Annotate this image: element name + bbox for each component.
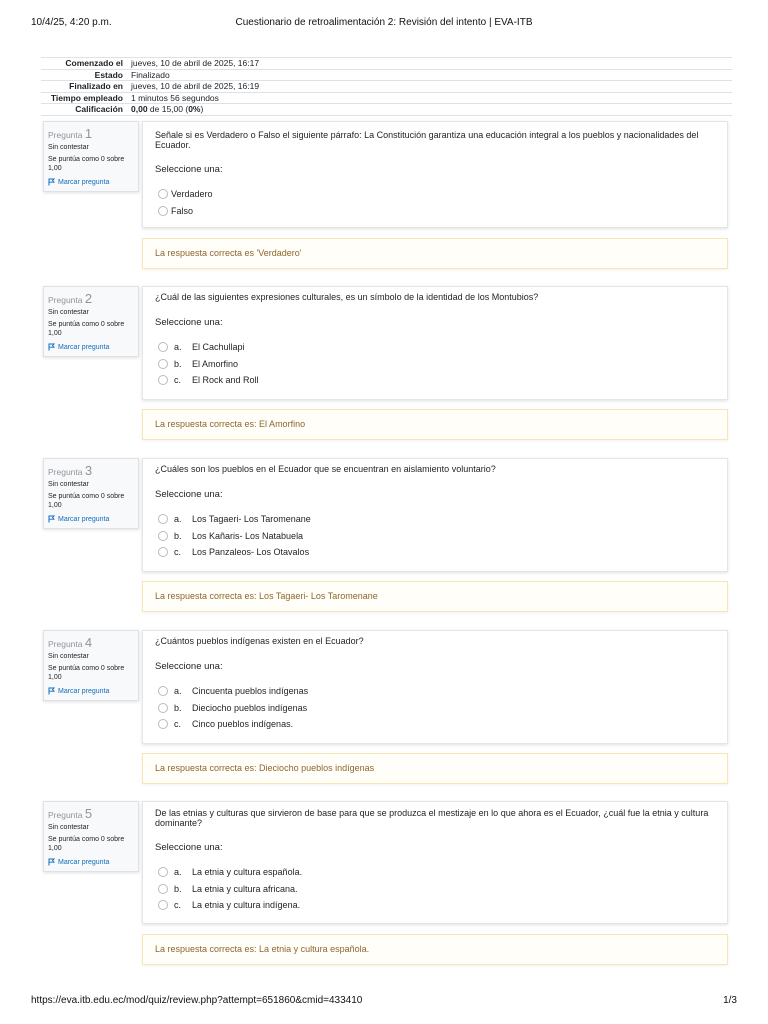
answer-list [155, 683, 717, 733]
question-info [43, 286, 139, 357]
flag-question-link[interactable] [48, 515, 134, 523]
correct-answer-feedback [142, 753, 728, 784]
select-one-prompt: Seleccione una: [155, 661, 223, 672]
summary-row [41, 58, 732, 70]
question-content [142, 630, 728, 744]
question-number: Pregunta 3 [48, 463, 93, 478]
answer-text: Los Tagaeri- Los Taromenane [192, 514, 311, 525]
question-text: ¿Cuál de las siguientes expresiones culturales, es un símbolo de la identidad de los Montubios? [155, 292, 539, 302]
answer-option[interactable] [155, 372, 717, 389]
answer-letter: b. [174, 883, 182, 894]
flag-icon [48, 858, 55, 866]
correct-answer-feedback [142, 934, 728, 965]
flag-question-label: Marcar pregunta [58, 343, 110, 351]
flag-icon [48, 178, 55, 186]
answer-option[interactable] [155, 700, 717, 717]
answer-text: Dieciocho pueblos indígenas [192, 702, 308, 713]
answer-letter: c. [174, 375, 182, 386]
answer-radio[interactable] [158, 342, 168, 352]
summary-label: Calificación [41, 104, 127, 116]
feedback-text: La respuesta correcta es: La etnia y cultura española. [155, 944, 370, 954]
print-datetime: 10/4/25, 4:20 p.m. [31, 17, 112, 28]
answer-letter: a. [174, 686, 182, 697]
question-number: Pregunta 5 [48, 806, 93, 821]
select-one-prompt: Seleccione una: [155, 842, 223, 853]
print-page-title: Cuestionario de retroalimentación 2: Revisión del intento | EVA-ITB [235, 17, 533, 28]
answer-option[interactable] [155, 716, 717, 733]
select-one-prompt: Seleccione una: [155, 317, 223, 328]
flag-question-label: Marcar pregunta [58, 515, 110, 523]
question-text: Señale si es Verdadero o Falso el siguiente párrafo: La Constitución garantiza una educación integral a los pueblos y nacionalidades del Ecuador. [155, 130, 699, 150]
summary-value: jueves, 10 de abril de 2025, 16:17 [127, 58, 732, 70]
answer-radio[interactable] [158, 719, 168, 729]
answer-option[interactable] [155, 864, 717, 881]
answer-option[interactable] [155, 897, 717, 914]
question-state: Sin contestar [48, 309, 89, 316]
answer-radio[interactable] [158, 884, 168, 894]
answer-option[interactable] [155, 544, 717, 561]
feedback-text: La respuesta correcta es: El Amorfino [155, 419, 306, 429]
summary-row [41, 69, 732, 81]
flag-question-label: Marcar pregunta [58, 858, 110, 866]
answer-letter: c. [174, 719, 182, 730]
answer-text: El Cachullapi [192, 342, 245, 353]
question-number: Pregunta 2 [48, 291, 93, 306]
summary-value: jueves, 10 de abril de 2025, 16:19 [127, 81, 732, 93]
question-text: De las etnias y culturas que sirvieron de base para que se produzca el mestizaje en lo que ahora es el Ecuador, ¿cuál fue la etnia y cultura dominante? [155, 808, 709, 828]
answer-list [155, 339, 717, 389]
correct-answer-feedback [142, 238, 728, 269]
answer-radio[interactable] [158, 189, 168, 199]
flag-icon [48, 515, 55, 523]
answer-option[interactable] [155, 356, 717, 373]
feedback-text: La respuesta correcta es: Dieciocho pueblos indígenas [155, 763, 375, 773]
answer-text: Los Kañaris- Los Natabuela [192, 530, 304, 541]
answer-letter: a. [174, 867, 182, 878]
answer-text: Los Panzaleos- Los Otavalos [192, 547, 310, 558]
question-state: Sin contestar [48, 824, 89, 831]
question-state: Sin contestar [48, 481, 89, 488]
question-info [43, 801, 139, 872]
answer-option[interactable] [155, 683, 717, 700]
answer-text: La etnia y cultura indígena. [192, 900, 301, 911]
summary-value: 1 minutos 56 segundos [127, 92, 732, 104]
answer-text: Verdadero [171, 189, 213, 200]
question-content [142, 801, 728, 924]
question-info [43, 121, 139, 192]
grade-total: de 15,00 ( [147, 104, 189, 115]
flag-icon [48, 687, 55, 695]
summary-label: Finalizado en [41, 81, 127, 93]
question-text: ¿Cuáles son los pueblos en el Ecuador que se encuentran en aislamiento voluntario? [155, 464, 496, 474]
flag-question-label: Marcar pregunta [58, 178, 110, 186]
answer-list [155, 511, 717, 561]
answer-radio[interactable] [158, 375, 168, 385]
question-content [142, 286, 728, 400]
answer-radio[interactable] [158, 686, 168, 696]
answer-list [155, 186, 717, 219]
answer-radio[interactable] [158, 359, 168, 369]
answer-option[interactable] [155, 528, 717, 545]
feedback-text: La respuesta correcta es: Los Tagaeri- Los Taromenane [155, 591, 378, 601]
summary-value: Finalizado [127, 69, 732, 81]
answer-option[interactable] [155, 511, 717, 528]
answer-text: El Amorfino [192, 358, 239, 369]
answer-text: Cinco pueblos indígenas. [192, 719, 294, 730]
question-content [142, 458, 728, 572]
question-grade: Se puntúa como 0 sobre 1,00 [48, 321, 125, 337]
answer-option[interactable] [155, 339, 717, 356]
attempt-summary-table [41, 57, 732, 116]
answer-radio[interactable] [158, 514, 168, 524]
question-text: ¿Cuántos pueblos indígenas existen en el Ecuador? [155, 636, 364, 646]
answer-text: Falso [171, 205, 194, 216]
answer-radio[interactable] [158, 547, 168, 557]
print-page-number: 1/3 [723, 995, 737, 1006]
answer-radio[interactable] [158, 206, 168, 216]
question-grade: Se puntúa como 0 sobre 1,00 [48, 493, 125, 509]
answer-text: La etnia y cultura africana. [192, 883, 298, 894]
select-one-prompt: Seleccione una: [155, 164, 223, 175]
question-state: Sin contestar [48, 653, 89, 660]
question-info [43, 630, 139, 701]
answer-letter: a. [174, 514, 182, 525]
question-number: Pregunta 4 [48, 635, 93, 650]
summary-row [41, 92, 732, 104]
answer-text: Cincuenta pueblos indígenas [192, 686, 309, 697]
summary-label: Tiempo empleado [41, 92, 127, 104]
answer-option[interactable] [155, 203, 717, 220]
answer-letter: c. [174, 900, 182, 911]
grade-close: ) [200, 104, 204, 115]
flag-question-label: Marcar pregunta [58, 687, 110, 695]
grade-score: 0,00 [131, 104, 148, 115]
flag-question-link[interactable] [48, 858, 134, 866]
question-state: Sin contestar [48, 144, 89, 151]
flag-question-link[interactable] [48, 687, 134, 695]
print-footer [31, 995, 737, 1009]
answer-letter: a. [174, 342, 182, 353]
question-grade: Se puntúa como 0 sobre 1,00 [48, 836, 125, 852]
question-content [142, 121, 728, 228]
answer-radio[interactable] [158, 703, 168, 713]
question-grade: Se puntúa como 0 sobre 1,00 [48, 156, 125, 172]
answer-option[interactable] [155, 881, 717, 898]
summary-label: Comenzado el [41, 58, 127, 70]
summary-label: Estado [41, 69, 127, 81]
question-number: Pregunta 1 [48, 126, 93, 141]
summary-value-grade [127, 104, 732, 116]
answer-letter: b. [174, 530, 182, 541]
correct-answer-feedback [142, 581, 728, 612]
question-grade: Se puntúa como 0 sobre 1,00 [48, 665, 125, 681]
answer-radio[interactable] [158, 531, 168, 541]
answer-text: La etnia y cultura española. [192, 867, 303, 878]
summary-row [41, 104, 732, 116]
answer-letter: b. [174, 702, 182, 713]
answer-letter: b. [174, 358, 182, 369]
grade-percent: 0% [188, 104, 201, 115]
answer-option[interactable] [155, 186, 717, 203]
flag-question-link[interactable] [48, 343, 134, 351]
correct-answer-feedback [142, 409, 728, 440]
answer-letter: c. [174, 547, 182, 558]
print-header [31, 17, 737, 31]
answer-text: El Rock and Roll [192, 375, 259, 386]
question-info [43, 458, 139, 529]
summary-row [41, 81, 732, 93]
select-one-prompt: Seleccione una: [155, 489, 223, 500]
answer-radio[interactable] [158, 867, 168, 877]
flag-icon [48, 343, 55, 351]
feedback-text: La respuesta correcta es 'Verdadero' [155, 248, 302, 258]
print-url: https://eva.itb.edu.ec/mod/quiz/review.php?attempt=651860&cmid=433410 [31, 995, 363, 1006]
answer-list [155, 864, 717, 914]
answer-radio[interactable] [158, 900, 168, 910]
flag-question-link[interactable] [48, 178, 134, 186]
